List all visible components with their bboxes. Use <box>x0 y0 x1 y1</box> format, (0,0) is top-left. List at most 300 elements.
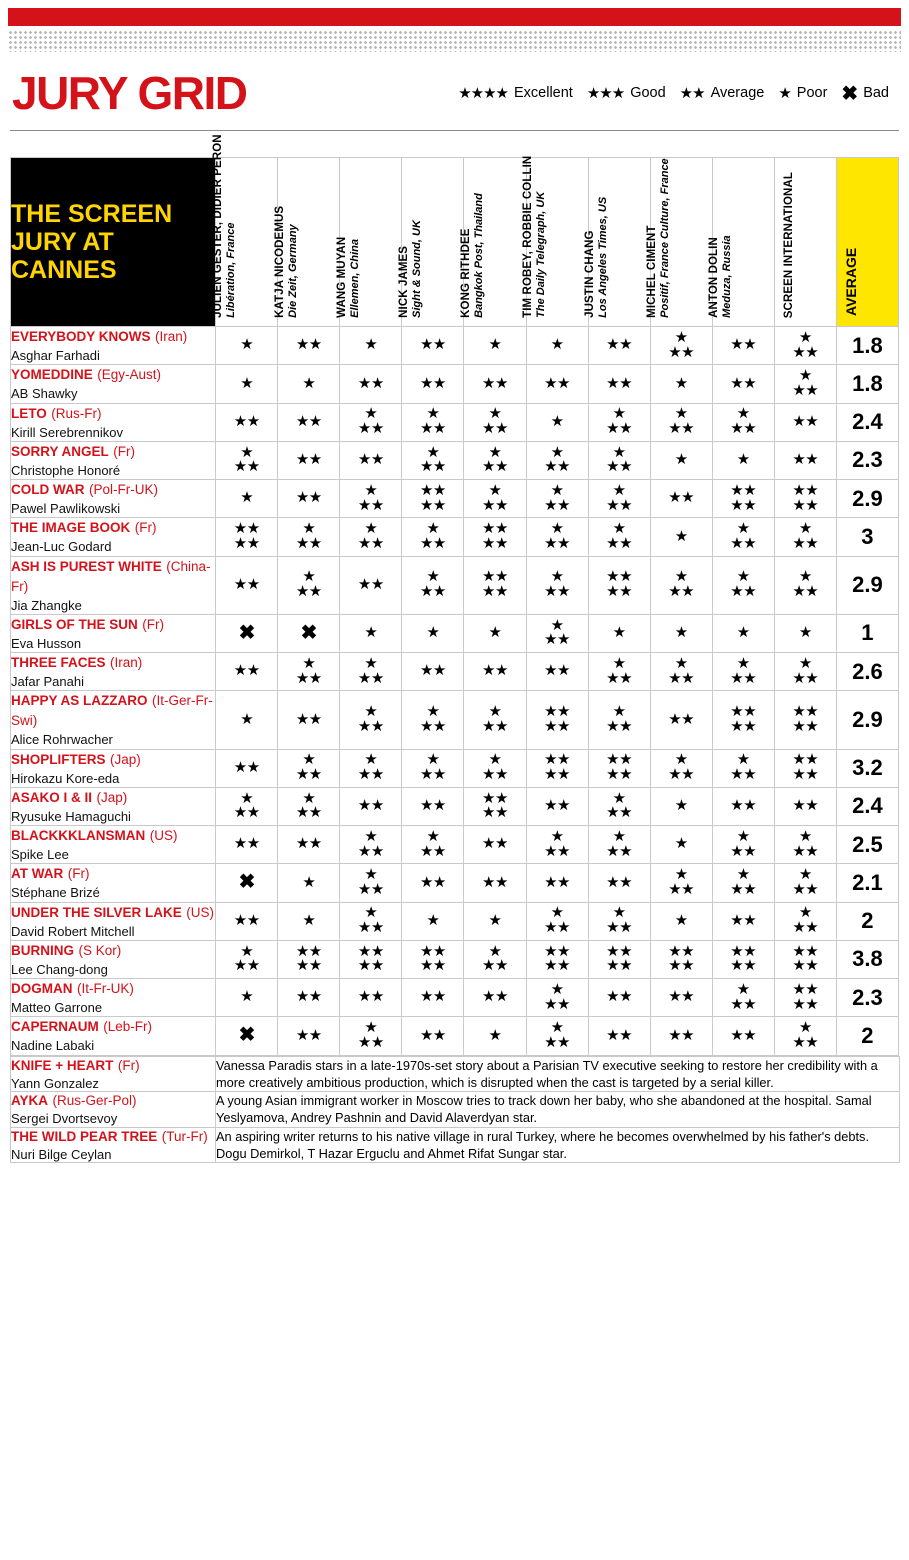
film-country: (Fr) <box>134 520 157 536</box>
header-divider <box>10 130 899 131</box>
rating-stars: ★ <box>550 412 564 430</box>
rating-cell <box>526 441 588 479</box>
legend-item-bad <box>841 81 889 106</box>
rating-stars: ★★ <box>730 1026 757 1044</box>
average-cell: 2 <box>836 1017 898 1055</box>
rating-cell <box>216 1017 278 1055</box>
film-title: BLACKKKLANSMAN <box>11 828 146 843</box>
film-director: Matteo Garrone <box>11 1000 103 1015</box>
rating-stars: ★ ★★ <box>606 520 633 552</box>
film-cell <box>11 691 216 749</box>
rating-cell <box>464 787 526 825</box>
rating-cell <box>402 749 464 787</box>
rating-cell <box>464 365 526 403</box>
rating-stars: ★ ★★ <box>357 751 384 784</box>
rating-cell <box>588 327 650 365</box>
rating-cell <box>526 365 588 403</box>
pending-films-table <box>10 1056 900 1164</box>
table-row <box>11 787 899 825</box>
rating-stars: ★★ ★★ <box>419 942 446 975</box>
rating-cell <box>526 691 588 749</box>
jury-grid-page <box>0 8 909 1163</box>
rating-cell <box>588 480 650 518</box>
film-cell <box>11 403 216 441</box>
rating-cell <box>712 691 774 749</box>
rating-cell <box>712 864 774 902</box>
rating-stars: ★★ ★★ <box>668 942 695 975</box>
film-title: THE IMAGE BOOK <box>11 520 131 536</box>
rating-cell <box>588 365 650 403</box>
rating-stars: ★★ <box>295 336 322 354</box>
rating-stars: ★★ ★★ <box>482 568 508 601</box>
rating-stars: ★ ★★ <box>419 520 446 552</box>
rating-cell <box>278 653 340 691</box>
rating-cell <box>216 940 278 978</box>
rating-cell <box>712 327 774 365</box>
film-cell <box>11 327 216 365</box>
rating-stars: ★ ★★ <box>668 866 695 898</box>
rating-stars: ★★ <box>606 988 633 1006</box>
rating-stars: ★★ <box>233 835 260 853</box>
critic-header-2 <box>336 158 402 327</box>
critic-pub-3: Sight & Sound, UK <box>411 220 424 318</box>
rating-stars: ★ ★★ <box>357 866 384 898</box>
rating-stars: ★ ★★ <box>544 904 571 937</box>
critic-pub-8: Meduza, Russia <box>721 235 734 318</box>
rating-stars: ★★ <box>419 374 446 392</box>
rating-cell <box>216 902 278 940</box>
rating-stars: ★★ <box>357 575 384 593</box>
rating-stars: ★★ <box>792 451 819 469</box>
rating-cell <box>340 864 402 902</box>
table-header-row <box>11 158 899 327</box>
rating-stars: ★ <box>674 911 688 929</box>
average-cell: 2.4 <box>836 787 898 825</box>
rating-stars: ★ ★★ <box>730 405 757 438</box>
rating-cell <box>340 787 402 825</box>
rating-cell <box>712 749 774 787</box>
rating-stars: ★ <box>798 624 812 642</box>
rating-stars: ★★ <box>357 451 384 469</box>
rating-stars: ★ ★★ <box>730 751 757 784</box>
rating-stars: ★★ <box>419 988 446 1006</box>
table-row <box>11 653 899 691</box>
film-title: LETO <box>11 405 47 421</box>
rating-cell <box>278 365 340 403</box>
rating-cell <box>712 614 774 652</box>
average-cell: 1 <box>836 614 898 652</box>
average-header-label: AVERAGE <box>843 247 860 316</box>
rating-cell <box>774 556 836 614</box>
rating-cell <box>340 518 402 556</box>
rating-cell <box>588 691 650 749</box>
rating-cell <box>464 614 526 652</box>
critic-name-8: ANTON DOLIN <box>708 237 721 318</box>
rating-stars: ★★ <box>544 873 571 891</box>
average-cell: 2.6 <box>836 653 898 691</box>
rating-cell <box>340 556 402 614</box>
film-country: (It-Fr-UK) <box>76 981 134 996</box>
rating-cell <box>402 826 464 864</box>
rating-stars: ★ <box>612 624 626 642</box>
rating-stars: ★★ ★★ <box>544 751 571 784</box>
rating-stars: ★ ★★ <box>482 443 508 476</box>
rating-cell <box>712 1017 774 1055</box>
rating-stars: ★ ★★ <box>357 1019 384 1051</box>
critic-name-9: SCREEN INTERNATIONAL <box>783 171 796 318</box>
rating-cell <box>464 403 526 441</box>
film-director: Nadine Labaki <box>11 1038 95 1054</box>
dotted-band <box>8 30 901 52</box>
film-cell <box>11 614 216 652</box>
film-director: Alice Rohrwacher <box>11 732 113 748</box>
rating-cell <box>216 749 278 787</box>
film-title: BURNING <box>11 942 74 958</box>
rating-stars: ★★ ★★ <box>233 520 260 552</box>
rating-stars: ★★ ★★ <box>606 568 633 601</box>
rating-cell <box>774 614 836 652</box>
rating-stars: ★ ★★ <box>606 703 633 735</box>
table-row <box>11 691 899 749</box>
rating-stars: ★ ★★ <box>792 904 819 937</box>
legend-label-good: Good <box>630 85 666 101</box>
rating-stars: ★ ★★ <box>792 1019 819 1051</box>
film-title: YOMEDDINE <box>11 367 93 383</box>
rating-cell <box>774 518 836 556</box>
critic-header-8 <box>708 158 774 327</box>
film-cell <box>11 864 216 902</box>
rating-stars: ★★ ★★ <box>606 942 633 975</box>
rating-cell <box>464 902 526 940</box>
rating-stars: ★★ <box>606 336 633 354</box>
film-country: (Rus-Ger-Pol) <box>52 1093 137 1109</box>
average-cell: 3.2 <box>836 749 898 787</box>
rating-cell <box>650 979 712 1017</box>
rating-stars: ★ ★★ <box>295 520 322 552</box>
rating-cell <box>526 940 588 978</box>
rating-stars: ★ <box>488 336 502 354</box>
average-cell: 2.9 <box>836 691 898 749</box>
rating-stars: ★ <box>240 374 254 392</box>
critic-pub-7: Positif, France Culture, France <box>659 158 672 318</box>
critic-pub-2: Ellemen, China <box>349 239 362 318</box>
rating-stars: ★★ <box>233 412 260 430</box>
rating-stars: ★ ★★ <box>357 405 384 438</box>
average-cell: 2.5 <box>836 826 898 864</box>
average-cell: 2.4 <box>836 403 898 441</box>
rating-stars: ★★ <box>419 662 446 680</box>
rating-cell <box>340 480 402 518</box>
legend-label-excellent: Excellent <box>514 85 573 101</box>
rating-cell <box>278 614 340 652</box>
rating-cell <box>650 365 712 403</box>
rating-cell <box>402 787 464 825</box>
rating-cell <box>712 441 774 479</box>
rating-stars: ★★ ★★ <box>792 751 819 784</box>
rating-stars: ★★ <box>730 374 757 392</box>
film-country: (Tur-Fr) <box>161 1128 208 1144</box>
rating-stars: ★ <box>240 489 254 507</box>
rating-cell <box>216 403 278 441</box>
rating-cell <box>712 826 774 864</box>
rating-cell <box>464 327 526 365</box>
rating-cell <box>588 864 650 902</box>
rating-stars: ★★ ★★ <box>482 789 508 822</box>
rating-cell <box>774 749 836 787</box>
rating-stars: ★ <box>488 1026 502 1044</box>
rating-stars: ★ ★★ <box>544 443 571 476</box>
rating-cell <box>526 556 588 614</box>
rating-stars: ★ ★★ <box>419 405 446 438</box>
pending-film-cell <box>11 1092 216 1128</box>
rating-stars: ★★ ★★ <box>419 481 446 514</box>
film-director: Ryusuke Hamaguchi <box>11 808 131 824</box>
rating-cell <box>588 556 650 614</box>
rating-legend <box>458 81 897 106</box>
rating-stars: ★★ <box>295 1026 322 1044</box>
rating-stars: ★★ <box>544 797 571 815</box>
rating-stars: ★ <box>426 624 440 642</box>
rating-cell <box>526 403 588 441</box>
rating-cell <box>402 441 464 479</box>
rating-cell <box>340 1017 402 1055</box>
rating-stars: ★ ★★ <box>544 980 571 1013</box>
rating-cell <box>402 902 464 940</box>
rating-cell <box>774 365 836 403</box>
rating-stars: ★★ ★★ <box>482 520 508 552</box>
film-title: SORRY ANGEL <box>11 443 109 459</box>
rating-stars: ★★ <box>419 873 446 891</box>
rating-stars: ★ ★★ <box>544 827 571 860</box>
film-title: HAPPY AS LAZZARO <box>11 693 148 709</box>
rating-stars: ★ ★★ <box>792 866 819 898</box>
rating-stars: ★ ★★ <box>730 827 757 860</box>
table-row <box>11 327 899 365</box>
rating-cell <box>526 902 588 940</box>
rating-stars: ★★ <box>606 1026 633 1044</box>
rating-stars: ★★ <box>295 489 322 507</box>
rating-stars: ★★ <box>668 1026 695 1044</box>
film-title: EVERYBODY KNOWS <box>11 329 151 344</box>
rating-cell <box>650 441 712 479</box>
rating-stars: ★★ ★★ <box>357 942 384 975</box>
rating-cell <box>340 441 402 479</box>
rating-cell <box>278 864 340 902</box>
film-cell <box>11 441 216 479</box>
rating-stars: ★ ★★ <box>792 328 819 361</box>
film-cell <box>11 480 216 518</box>
rating-stars: ★★ <box>419 797 446 815</box>
rating-cell <box>216 787 278 825</box>
rating-stars: ★★ <box>233 758 260 776</box>
rating-cell <box>650 826 712 864</box>
rating-stars: ★ <box>302 911 316 929</box>
legend-label-average: Average <box>710 85 765 101</box>
rating-stars: ★ ★★ <box>357 481 384 514</box>
critic-header-3 <box>398 158 464 327</box>
rating-stars: ★ ★★ <box>730 568 757 601</box>
rating-cell <box>402 365 464 403</box>
film-director: Jean-Luc Godard <box>11 539 112 555</box>
rating-stars: ★★ <box>295 988 322 1006</box>
rating-stars: ★ ★★ <box>419 568 446 601</box>
rating-stars: ★ ★★ <box>544 616 571 649</box>
rating-cell <box>774 441 836 479</box>
average-cell: 2.3 <box>836 979 898 1017</box>
rating-stars: ★ ★★ <box>482 751 508 784</box>
rating-stars: ★ ★★ <box>792 827 819 860</box>
rating-stars: ★ <box>240 988 254 1006</box>
rating-cross-icon: ✖ <box>238 871 255 894</box>
critic-header-6 <box>584 158 650 327</box>
rating-stars: ★ <box>674 835 688 853</box>
rating-cell <box>774 864 836 902</box>
rating-stars: ★ ★★ <box>606 405 633 438</box>
rating-stars: ★★ <box>233 575 260 593</box>
rating-stars: ★★ <box>295 710 322 728</box>
average-cell: 3.8 <box>836 940 898 978</box>
legend-label-poor: Poor <box>796 85 828 101</box>
rating-stars: ★★ <box>482 662 508 680</box>
film-director: Hirokazu Kore-eda <box>11 770 120 786</box>
rating-stars: ★★ ★★ <box>606 751 633 784</box>
rating-stars: ★ ★★ <box>668 568 695 601</box>
rating-cell <box>340 940 402 978</box>
rating-stars: ★ ★★ <box>544 520 571 552</box>
table-row <box>11 365 899 403</box>
rating-stars: ★ ★★ <box>233 443 260 476</box>
rating-cell <box>216 614 278 652</box>
film-cell <box>11 940 216 978</box>
rating-cell <box>526 518 588 556</box>
film-director: Nuri Bilge Ceylan <box>11 1146 112 1162</box>
rating-stars: ★ ★★ <box>730 654 757 687</box>
rating-stars: ★★ <box>419 336 446 354</box>
rating-cell <box>464 691 526 749</box>
rating-stars: ★ <box>674 797 688 815</box>
rating-cell <box>464 556 526 614</box>
rating-stars: ★★ <box>730 911 757 929</box>
rating-cell <box>216 653 278 691</box>
average-cell: 1.8 <box>836 327 898 365</box>
cross-icon: ✖ <box>841 82 858 105</box>
rating-cell <box>340 749 402 787</box>
film-title: AYKA <box>11 1093 49 1109</box>
four-star-icon: ★★★★ <box>458 85 508 102</box>
rating-cell <box>774 902 836 940</box>
rating-stars: ★ ★★ <box>544 1019 571 1051</box>
critic-header-1 <box>273 158 340 327</box>
rating-stars: ★★ <box>792 412 819 430</box>
rating-stars: ★★ <box>482 374 508 392</box>
rating-stars: ★★ <box>419 1026 446 1044</box>
rating-cross-icon: ✖ <box>238 1024 255 1047</box>
rating-cell <box>526 614 588 652</box>
film-cell <box>11 518 216 556</box>
rating-cell <box>588 441 650 479</box>
rating-stars: ★★ ★★ <box>792 481 819 514</box>
rating-cell <box>340 902 402 940</box>
rating-cell <box>216 979 278 1017</box>
pending-description: An aspiring writer returns to his native village in rural Turkey, where he becomes overwhelmed by his father's debts. Dogu Demirkol, T Hazar Erguclu and Ahmet Rifat Sungar star. <box>216 1127 900 1163</box>
rating-cell <box>712 403 774 441</box>
average-cell: 2 <box>836 902 898 940</box>
rating-stars: ★ ★★ <box>295 751 322 784</box>
table-body <box>11 327 899 1056</box>
rating-cell <box>712 653 774 691</box>
average-cell: 2.9 <box>836 480 898 518</box>
film-country: (Jap) <box>109 751 141 767</box>
film-country: (Jap) <box>96 789 128 805</box>
rating-stars: ★ ★★ <box>482 405 508 438</box>
page-title: JURY GRID <box>12 67 247 119</box>
rating-cell <box>712 902 774 940</box>
rating-stars: ★ ★★ <box>606 481 633 514</box>
rating-cell <box>526 864 588 902</box>
rating-cross-icon: ✖ <box>300 621 317 644</box>
rating-stars: ★★ <box>730 797 757 815</box>
table-row <box>11 403 899 441</box>
rating-stars: ★ <box>736 624 750 642</box>
rating-cell <box>712 518 774 556</box>
rating-cell <box>526 653 588 691</box>
film-director: Christophe Honoré <box>11 462 121 478</box>
rating-cell <box>340 365 402 403</box>
rating-stars: ★ <box>674 451 688 469</box>
rating-cell <box>278 327 340 365</box>
pending-film-cell <box>11 1056 216 1092</box>
rating-cell <box>340 403 402 441</box>
rating-cell <box>216 327 278 365</box>
rating-cell <box>650 691 712 749</box>
rating-stars: ★★ <box>233 911 260 929</box>
rating-stars: ★★ <box>295 412 322 430</box>
film-director: Jafar Panahi <box>11 674 84 689</box>
rating-stars: ★★ ★★ <box>544 942 571 975</box>
rating-stars: ★ <box>488 624 502 642</box>
rating-stars: ★ ★★ <box>357 827 384 860</box>
rating-stars: ★★ <box>482 988 508 1006</box>
pending-row <box>11 1092 900 1128</box>
rating-stars: ★ ★★ <box>606 654 633 687</box>
rating-cell <box>278 480 340 518</box>
critic-pub-4: Bangkok Post, Thailand <box>473 193 486 318</box>
table-row <box>11 614 899 652</box>
rating-cell <box>464 653 526 691</box>
rating-stars: ★★ <box>544 662 571 680</box>
rating-cell <box>774 1017 836 1055</box>
rating-cell <box>650 940 712 978</box>
critic-name-1: KATJA NICODEMUS <box>273 205 286 318</box>
rating-cell <box>464 940 526 978</box>
film-country: (Fr) <box>67 866 90 882</box>
pending-row <box>11 1127 900 1163</box>
rating-cell <box>650 327 712 365</box>
rating-stars: ★ <box>488 911 502 929</box>
rating-stars: ★ ★★ <box>792 568 819 601</box>
rating-cell <box>774 979 836 1017</box>
rating-cell <box>216 826 278 864</box>
page-header <box>0 52 909 126</box>
rating-stars: ★★ ★★ <box>792 980 819 1013</box>
film-country: (Leb-Fr) <box>103 1019 152 1035</box>
two-star-icon: ★★ <box>679 85 705 102</box>
film-director: Yann Gonzalez <box>11 1075 99 1091</box>
rating-cell <box>402 979 464 1017</box>
film-cell <box>11 826 216 864</box>
rating-stars: ★★ <box>482 835 508 853</box>
rating-stars: ★ ★★ <box>357 703 384 735</box>
